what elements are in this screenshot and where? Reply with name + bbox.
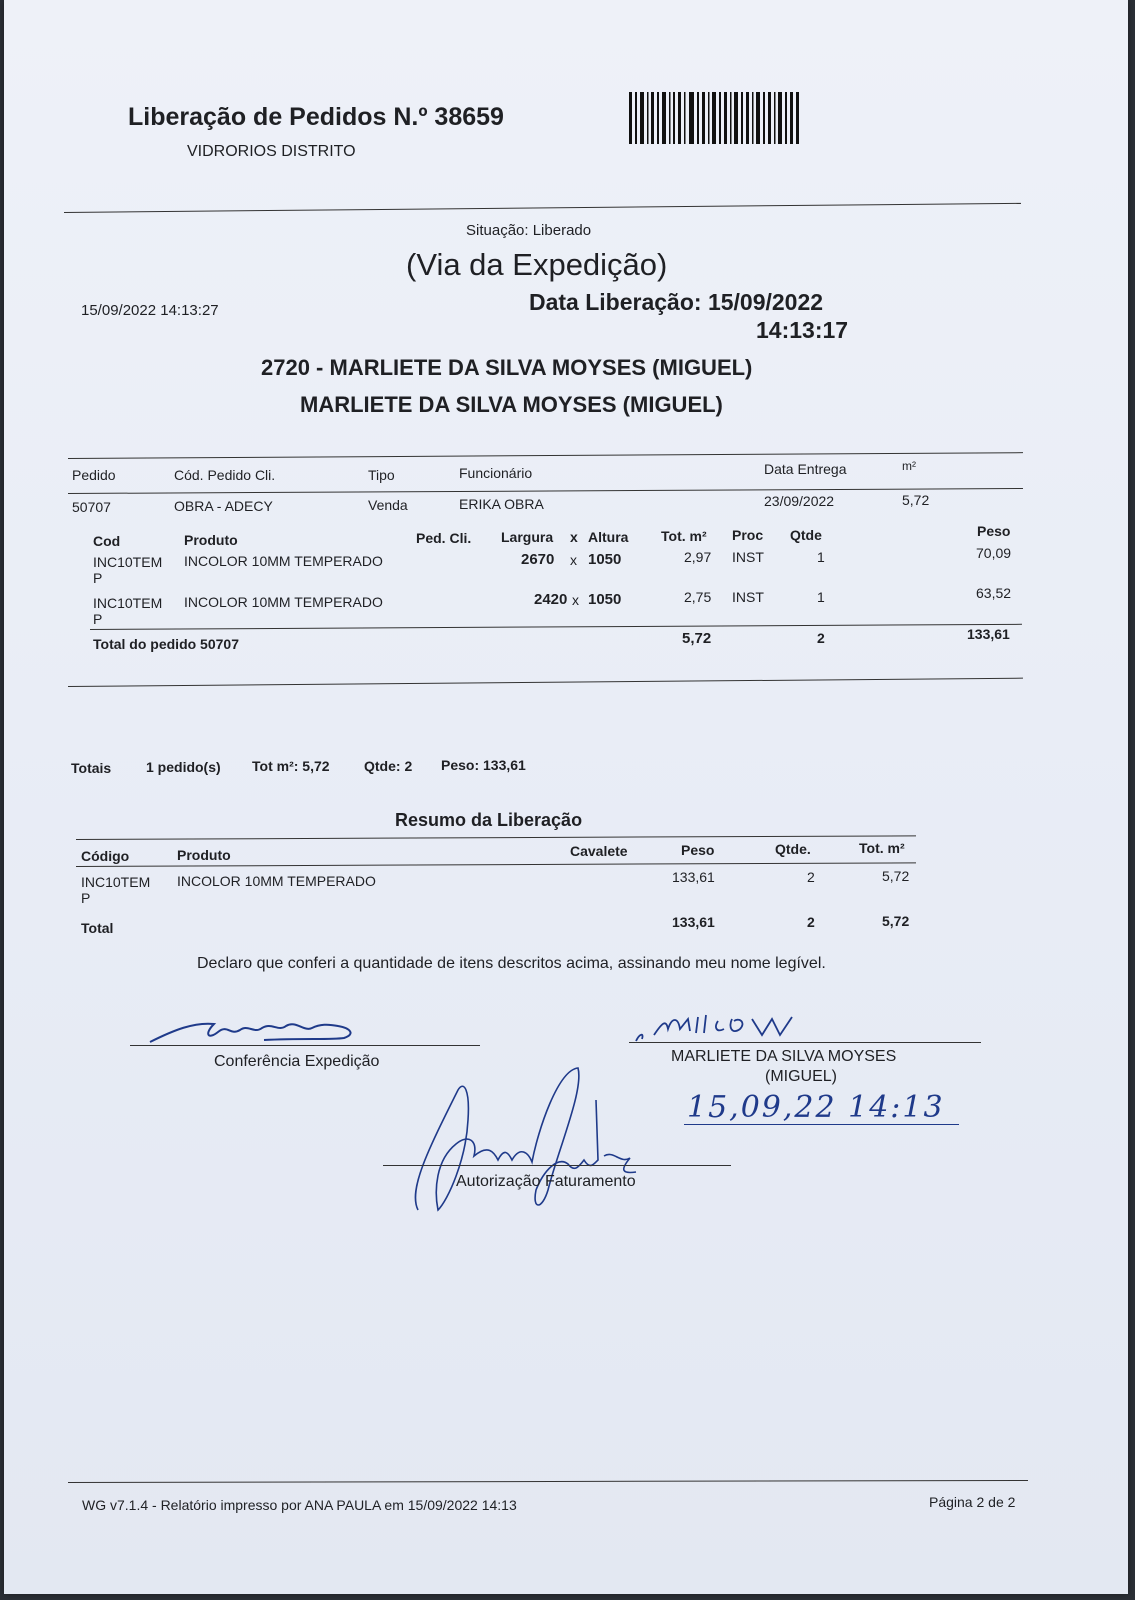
item-x: x — [572, 592, 579, 608]
summary-codigo-wrap: P — [81, 890, 91, 906]
autorizacao-line — [383, 1165, 731, 1166]
item-cod: INC10TEM — [93, 554, 163, 570]
summary-codigo: INC10TEM — [81, 874, 151, 890]
order-funcionario: ERIKA OBRA — [459, 496, 544, 512]
item-tot-m2: 2,75 — [684, 589, 712, 605]
client-name-line-2: (MIGUEL) — [765, 1068, 837, 1085]
item-col-proc: Proc — [732, 527, 764, 543]
summary-peso: 133,61 — [672, 869, 715, 885]
via-label: (Via da Expedição) — [406, 247, 668, 282]
order-tipo: Venda — [368, 497, 408, 513]
order-data-entrega: 23/09/2022 — [764, 493, 835, 509]
totals-peso: Peso: 133,61 — [441, 757, 526, 773]
col-data-entrega: Data Entrega — [764, 461, 847, 477]
col-pedido: Pedido — [72, 467, 116, 483]
item-cod-wrap: P — [93, 611, 103, 627]
item-x: x — [570, 552, 577, 568]
order-top-rule — [68, 452, 1023, 459]
order-cod-pedido-cli: OBRA - ADECY — [174, 498, 273, 514]
customer-line-1: 2720 - MARLIETE DA SILVA MOYSES (MIGUEL) — [261, 355, 753, 380]
client-signature — [632, 1005, 842, 1045]
item-col-tot-m2: Tot. m² — [661, 528, 707, 544]
release-date: Data Liberação: 15/09/2022 — [529, 289, 824, 315]
autorizacao-signature — [408, 1060, 668, 1220]
barcode — [629, 92, 799, 144]
order-pedido: 50707 — [72, 499, 111, 515]
summary-total-label: Total — [81, 920, 114, 936]
col-m2: m² — [902, 459, 916, 473]
item-peso: 70,09 — [976, 545, 1012, 561]
item-altura: 1050 — [588, 551, 622, 568]
item-tot-m2: 2,97 — [684, 549, 712, 565]
order-total-m2: 5,72 — [682, 630, 712, 647]
summary-col-peso: Peso — [681, 842, 715, 858]
item-largura: 2420 — [534, 591, 568, 608]
declaration-text: Declaro que conferi a quantidade de itens descritos acima, assinando meu nome legível. — [197, 955, 826, 972]
summary-col-tot-m2: Tot. m² — [859, 840, 905, 856]
totals-tot-m2: Tot m²: 5,72 — [252, 758, 330, 774]
summary-total-peso: 133,61 — [672, 914, 715, 930]
item-produto: INCOLOR 10MM TEMPERADO — [184, 594, 383, 610]
client-name-line-1: MARLIETE DA SILVA MOYSES — [671, 1048, 897, 1065]
col-funcionario: Funcionário — [459, 465, 533, 481]
totals-label: Totais — [71, 760, 112, 776]
summary-title: Resumo da Liberação — [395, 810, 583, 830]
order-total-qtde: 2 — [817, 630, 825, 646]
summary-col-qtde: Qtde. — [775, 841, 811, 857]
totals-qtde: Qtde: 2 — [364, 758, 413, 774]
document-title: Liberação de Pedidos N.º 38659 — [128, 103, 504, 131]
item-qtde: 1 — [817, 589, 825, 605]
items-total-rule — [90, 624, 1022, 630]
summary-header-rule — [76, 862, 916, 867]
summary-total-tot-m2: 5,72 — [882, 913, 910, 929]
print-datetime: 15/09/2022 14:13:27 — [81, 302, 219, 319]
autorizacao-label: Autorização Faturamento — [456, 1173, 636, 1190]
release-time: 14:13:17 — [756, 317, 849, 343]
handwritten-date: 15,09,22 14:13 — [687, 1090, 945, 1125]
customer-line-2: MARLIETE DA SILVA MOYSES (MIGUEL) — [300, 392, 723, 417]
status-label: Situação: Liberado — [466, 222, 592, 239]
item-qtde: 1 — [817, 549, 825, 565]
summary-total-qtde: 2 — [807, 914, 815, 930]
item-largura: 2670 — [521, 551, 555, 568]
summary-col-produto: Produto — [177, 847, 231, 863]
item-col-largura: Largura — [501, 529, 554, 545]
header-divider — [64, 203, 1021, 213]
handwritten-date-underline — [684, 1124, 959, 1125]
client-line — [629, 1042, 981, 1043]
item-proc: INST — [732, 549, 764, 565]
order-total-peso: 133,61 — [967, 626, 1010, 642]
order-total-label: Total do pedido 50707 — [93, 636, 239, 652]
item-peso: 63,52 — [976, 585, 1012, 601]
conferencia-line — [130, 1045, 480, 1046]
item-cod: INC10TEM — [93, 595, 163, 611]
item-produto: INCOLOR 10MM TEMPERADO — [184, 553, 383, 569]
summary-top-rule — [76, 835, 916, 840]
summary-tot-m2: 5,72 — [882, 868, 910, 884]
summary-produto: INCOLOR 10MM TEMPERADO — [177, 873, 376, 889]
footer-printed-by: WG v7.1.4 - Relatório impresso por ANA PAULA em 15/09/2022 14:13 — [82, 1497, 517, 1513]
summary-qtde: 2 — [807, 869, 815, 885]
summary-col-cavalete: Cavalete — [570, 843, 628, 859]
col-cod-pedido-cli: Cód. Pedido Cli. — [174, 467, 276, 483]
order-m2: 5,72 — [902, 492, 930, 508]
totals-pedidos: 1 pedido(s) — [146, 759, 221, 775]
conferencia-signature — [144, 1010, 374, 1050]
footer-rule — [68, 1480, 1028, 1483]
item-proc: INST — [732, 589, 764, 605]
item-col-ped-cli: Ped. Cli. — [416, 530, 472, 546]
conferencia-label: Conferência Expedição — [214, 1053, 380, 1070]
item-col-qtde: Qtde — [790, 527, 822, 543]
item-col-cod: Cod — [93, 533, 121, 549]
order-header-rule — [68, 488, 1023, 494]
item-col-altura: Altura — [588, 529, 629, 545]
footer-page-number: Página 2 de 2 — [929, 1494, 1016, 1510]
summary-col-codigo: Código — [81, 848, 130, 864]
order-bottom-rule — [68, 678, 1023, 687]
item-cod-wrap: P — [93, 570, 103, 586]
item-col-produto: Produto — [184, 532, 238, 548]
item-col-peso: Peso — [977, 523, 1011, 539]
company-name: VIDRORIOS DISTRITO — [187, 143, 356, 160]
col-tipo: Tipo — [368, 467, 395, 483]
item-altura: 1050 — [588, 591, 622, 608]
document-sheet — [4, 0, 1128, 1594]
item-col-x: x — [570, 529, 578, 545]
